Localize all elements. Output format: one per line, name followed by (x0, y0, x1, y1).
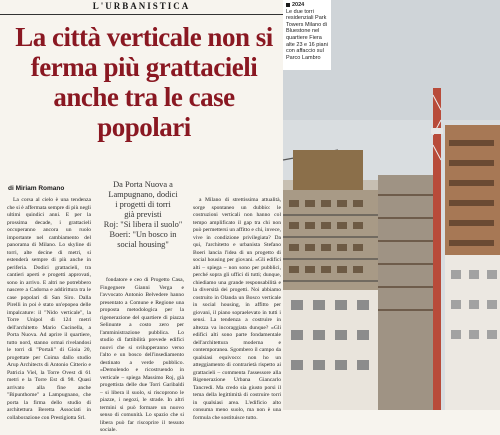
article-column-2 (100, 277, 184, 433)
byline: di Miriam Romano (8, 185, 65, 192)
subheadline (98, 180, 188, 250)
subhead-line: già previsti (124, 210, 162, 219)
caption-text: Le due torri residenziali Park Towers Milano di Bluestone nel quartiere Fiera alte 23 e 16 piani con affaccio sul Parco Lambro (286, 8, 328, 61)
column-1-text: La corsa al cielo è una tendenza che si è affermata sempre di più negli ultimi quindici anni. E per la prossima decade, i grattacieli occuperanno ancora un ruolo importante nel cambiamento del panorama di Milano. Lo skyline di torri, alte decine di metri, si estenderà sempre di più anche in periferia. Dodici grattacieli, tra cantieri aperti e progetti approvati, sono in arrivo. E altri ne potrebbero nascere a Cadorna e addirittura tra le case popolari di San Siro. Dalla Pirelli in poi è stato un'epopea delle impalcature: il "Nido verticale", la Torre Unipol di 124 metri dell'architetto Mario Cucinella, a Porta Nuova. Ad aprire il quartiere, tutto nord, stanno ormai rivelandosi le torri di "Portali" di Gioia 20, progettate per Coima dallo studio Arup Architects di Antonio Citterio e Patricia Viel, la Torre Ovest di 61 metri e la Torre Est di 98. Quasi arrivato alla fine anche "Bipunthome" a Lampugnano, che porta la firma dello studio di architettura Beretta Associati in collaborazione con Prestigiotta Srl. (7, 197, 91, 421)
section-title: L'URBANISTICA (92, 1, 191, 11)
subhead-line: Boeri: "Un bosco in (109, 230, 177, 239)
subhead-line: Lampugnano, dodici (108, 190, 178, 199)
column-3-text: a Milano di strettissima attualità, sorge spontaneo un dubbio: le costruzioni verticali non hanno col tempo amplificato il gap tra chi non può permettersi un affitto e chi, invece, vive in condizione privilegiata? Da qui, l'architetto e urbanista Stefano Boeri lancia l'idea di un progetto di social housing per giovani. «Gli edifici alti – spiega – non sono per pubblici, perché sopra gli uffici di tutti; dunque, chiediamo una grande responsabilità e la diversità dei progetti. Noi abbiamo costruito in Olanda un Bosco verticale in social housing, in affitto per giovani, il piano sopraelevato in tutti i sensi. La tendenza a costruire in altezza va incoraggiata dunque? «Gli edifici alti sono parte fondamentale dell'architettura moderna e contemporanea. Sgombero il campo da qualsiasi equivoco: non ho un atteggiamento di contrarietà rispetto ai grattacieli – commenta l'assessore alla Rigenerazione Urbana Giancarlo Tancredi. Ma credo sia giusto porsi il tema della legittimità di costruire torri in qualsiasi area. L'edificio alto consuma meno suolo, ma non è una formula che sostituisce tutto. (193, 197, 281, 421)
tower-right (445, 125, 500, 410)
tower-left (283, 150, 378, 410)
scaffolding (378, 175, 433, 410)
section-header (0, 0, 283, 15)
subhead-line: i progetti di torri (115, 200, 171, 209)
headline: La città verticale non si ferma più grattacieli anche tra le case popolari (15, 22, 273, 142)
article-column-3 (193, 197, 281, 421)
subhead-line: social housing" (117, 240, 169, 249)
photo-caption (283, 0, 331, 70)
article-column-1 (7, 197, 91, 421)
subhead-line: Roj: "Si libera il suolo" (103, 220, 183, 229)
column-2-text: fondatore e ceo di Progetto Casa, Fingegnere Gianni Verga e l'avvocato Antonio Belvedere hanno presentato a Comune e Regione una proposta metodologica per la rigenerazione del quartiere di piazza Selinunte a costo zero per l'amministrazione pubblica. Lo studio di fattibilità prevede edifici nuovi che si svilupperanno verso l'alto e un bosco dell'insediamento destinato a verde pubblico. «Demolendo e ricostruendo in verticale – spiega Massimo Roj, già progettista delle due Torri Garibaldi – si libera il suolo, si riscoprono le piazze, i negozi, le strade. In altri termini si può formare un nuovo senso di comunità. Lo spazio che si libera può far riscoprire il tessuto sociale. (100, 277, 184, 433)
caption-year: 2024 (286, 2, 328, 9)
subhead-line: Da Porta Nuova a (113, 180, 173, 189)
